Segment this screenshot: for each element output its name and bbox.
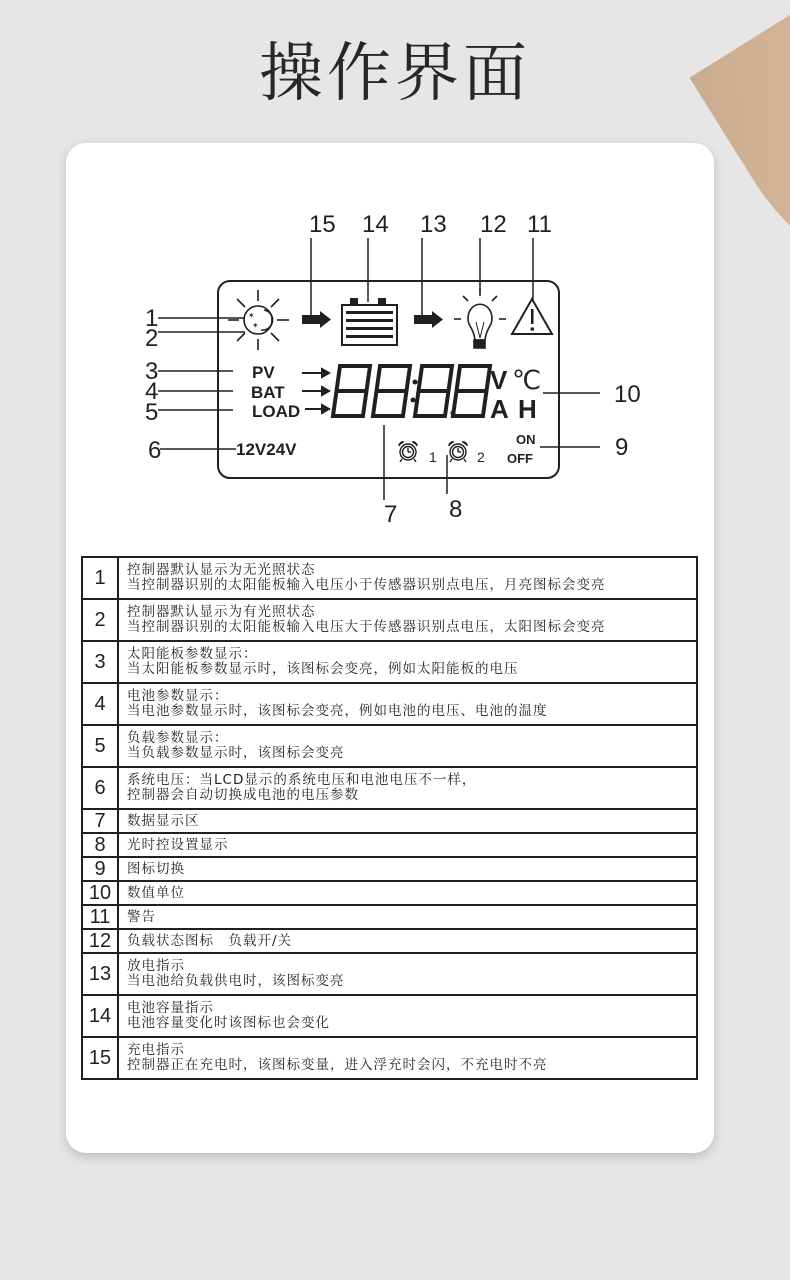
row-number: 9 [82, 857, 118, 881]
unit-hour: H [518, 394, 537, 424]
row-number: 7 [82, 809, 118, 833]
description-table [81, 556, 698, 1080]
table-row [82, 809, 697, 833]
callout-14: 14 [362, 211, 389, 238]
bulb-icon [454, 288, 506, 348]
row-description: 放电指示 当电池给负载供电时，该图标变亮 [118, 953, 697, 995]
row-number: 13 [82, 953, 118, 995]
table-row [82, 833, 697, 857]
row-number: 3 [82, 641, 118, 683]
timer-2-label: 2 [477, 449, 485, 465]
row-description: 电池参数显示： 当电池参数显示时，该图标会变亮，例如电池的电压、电池的温度 [118, 683, 697, 725]
callout-4: 4 [145, 378, 159, 405]
unit-celsius: ℃ [512, 366, 542, 395]
callout-10: 10 [614, 381, 641, 408]
table-row [82, 557, 697, 599]
callout-3: 3 [145, 358, 159, 385]
row-number: 1 [82, 557, 118, 599]
row-number: 2 [82, 599, 118, 641]
bat-label: BAT [251, 383, 285, 402]
svg-text:✶: ✶ [248, 311, 255, 320]
table-row [82, 641, 697, 683]
row-number: 12 [82, 929, 118, 953]
table-row [82, 1037, 697, 1079]
unit-amp: A [490, 394, 509, 424]
callout-15: 15 [309, 211, 336, 238]
page-title: 操作界面 [259, 37, 531, 111]
row-description: 图标切换 [118, 857, 697, 881]
callout-5: 5 [145, 399, 159, 426]
callout-9: 9 [615, 434, 629, 461]
table-row [82, 683, 697, 725]
row-number: 14 [82, 995, 118, 1037]
table-row [82, 725, 697, 767]
row-description: 警告 [118, 905, 697, 929]
charge-arrow-icon [302, 311, 331, 328]
table-row [82, 905, 697, 929]
callout-1: 1 [145, 305, 159, 332]
timer-1-label: 1 [429, 449, 437, 465]
lcd-diagram [0, 0, 790, 540]
alarm-clock-icon [449, 442, 467, 462]
digit-display [333, 366, 490, 416]
pv-label: PV [252, 363, 275, 382]
callout-11: 11 [527, 211, 552, 238]
row-description: 负载参数显示： 当负载参数显示时，该图标会变亮 [118, 725, 697, 767]
row-number: 4 [82, 683, 118, 725]
table-row [82, 857, 697, 881]
load-label: LOAD [252, 402, 301, 421]
callout-2: 2 [145, 325, 159, 352]
table-row [82, 953, 697, 995]
row-description: 电池容量指示 电池容量变化时该图标也会变化 [118, 995, 697, 1037]
row-description: 控制器默认显示为无光照状态 当控制器识别的太阳能板输入电压小于传感器识别点电压，月亮图标会变亮 [118, 557, 697, 599]
row-description: 控制器默认显示为有光照状态 当控制器识别的太阳能板输入电压大于传感器识别点电压，太阳图标会变亮 [118, 599, 697, 641]
source-arrows [302, 369, 329, 413]
row-description: 光时控设置显示 [118, 833, 697, 857]
battery-icon [342, 298, 397, 345]
row-number: 5 [82, 725, 118, 767]
discharge-arrow-icon [414, 311, 443, 328]
row-description: 数值单位 [118, 881, 697, 905]
row-description: 太阳能板参数显示： 当太阳能板参数显示时，该图标会变亮，例如太阳能板的电压 [118, 641, 697, 683]
row-description: 数据显示区 [118, 809, 697, 833]
table-row [82, 929, 697, 953]
svg-text:✶: ✶ [252, 321, 259, 330]
warning-icon [512, 299, 552, 334]
callout-12: 12 [480, 211, 507, 238]
callout-6: 6 [148, 437, 162, 464]
unit-volt: V [490, 365, 508, 395]
callout-13: 13 [420, 211, 447, 238]
row-number: 10 [82, 881, 118, 905]
callout-8: 8 [449, 496, 463, 523]
sun-moon-icon [228, 290, 289, 350]
switch-off-label: OFF [507, 451, 533, 466]
row-description: 充电指示 控制器正在充电时，该图标变量，进入浮充时会闪，不充电时不亮 [118, 1037, 697, 1079]
alarm-clock-icon [399, 442, 417, 462]
row-number: 6 [82, 767, 118, 809]
row-number: 11 [82, 905, 118, 929]
row-description: 系统电压：当LCD显示的系统电压和电池电压不一样， 控制器会自动切换成电池的电压参数 [118, 767, 697, 809]
system-voltage-label: 12V24V [236, 440, 297, 459]
row-number: 8 [82, 833, 118, 857]
row-number: 15 [82, 1037, 118, 1079]
row-description: 负载状态图标 负载开/关 [118, 929, 697, 953]
table-row [82, 995, 697, 1037]
callout-7: 7 [384, 501, 398, 528]
table-row [82, 599, 697, 641]
table-row [82, 767, 697, 809]
switch-on-label: ON [516, 432, 536, 447]
table-row [82, 881, 697, 905]
